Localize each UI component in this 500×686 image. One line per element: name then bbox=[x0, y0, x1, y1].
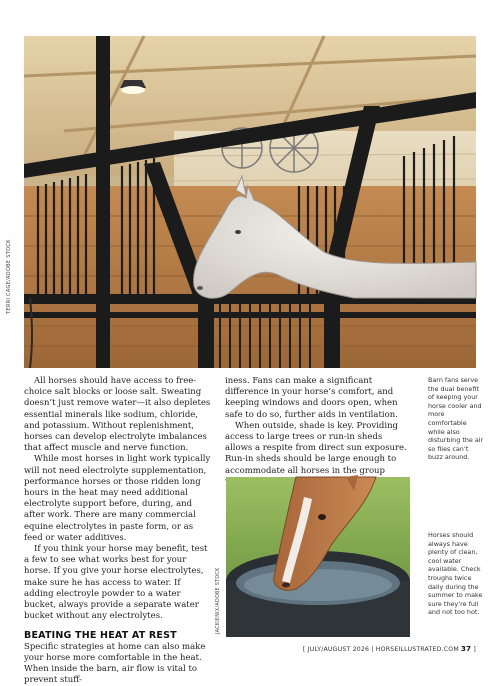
page-number: 37 bbox=[461, 645, 472, 653]
horse-drinking-illustration bbox=[226, 477, 410, 637]
caption-barn-fans: Barn fans serve the dual benefit of keeping your horse cooler and more comfortable while also disturbing the air so flies can’t buzz around. bbox=[428, 376, 484, 462]
horse-drinking-photo bbox=[226, 477, 410, 637]
article-column-2 bbox=[225, 376, 409, 488]
barn-stall-photo bbox=[24, 36, 476, 368]
barn-stall-illustration bbox=[24, 36, 476, 368]
footer-close-bracket: ] bbox=[473, 646, 476, 653]
photo-credit-bottom: JACKIENIX/ADOBE STOCK bbox=[216, 567, 221, 634]
section-heading: BEATING THE HEAT AT REST bbox=[24, 630, 177, 642]
footer-issue: [ JULY/AUGUST 2026 | HORSEILLUSTRATED.COM bbox=[302, 646, 459, 653]
paragraph-testing: If you think your horse may benefit, test a few to see what works best for your horse. If you give your horse electrolytes, make sure he has access to water. If adding electroyle powder to a water bucket, always provide a separate water bucket without any electrolytes. bbox=[24, 544, 208, 622]
paragraph-fans: iness. Fans can make a significant difference in your horse’s comfort, and keeping windows and doors open, when safe to do so, further aids in ventilation. bbox=[225, 376, 398, 420]
paragraph-strategies: Specific strategies at home can also make your horse more comfortable in the heat. When inside the barn, air flow is vital to prevent stuff- bbox=[24, 641, 206, 686]
article-column-1 bbox=[24, 376, 212, 686]
page-footer bbox=[303, 645, 476, 653]
paragraph-electrolytes: While most horses in light work typically will not need electrolyte supplementation, performance horses or those ridden long hours in the heat may need additional electrolyte support before, during, and after work. There are many commercial equine electrolytes in paste form, or as feed or water additives. bbox=[24, 454, 211, 543]
paragraph-shade: When outside, shade is key. Providing access to large trees or run-in sheds allows a respite from direct sun exposure. Run-in sheds should be large enough to accommodate all horses in the group bbox=[225, 420, 407, 476]
caption-water: Horses should always have plenty of clean, cool water available. Check troughs twice daily during the summer to make sure they’re full and not too hot. bbox=[428, 531, 483, 617]
paragraph-salt: All horses should have access to free-choice salt blocks or loose salt. Sweating doesn’t just remove water—it also depletes essential minerals like sodium, chloride, and potassium. Without replenishment, horses can develop electrolyte imbalances that affect muscle and nerve function. bbox=[24, 376, 211, 454]
photo-credit-top: TERRI CAGE/ADOBE STOCK bbox=[6, 239, 12, 314]
